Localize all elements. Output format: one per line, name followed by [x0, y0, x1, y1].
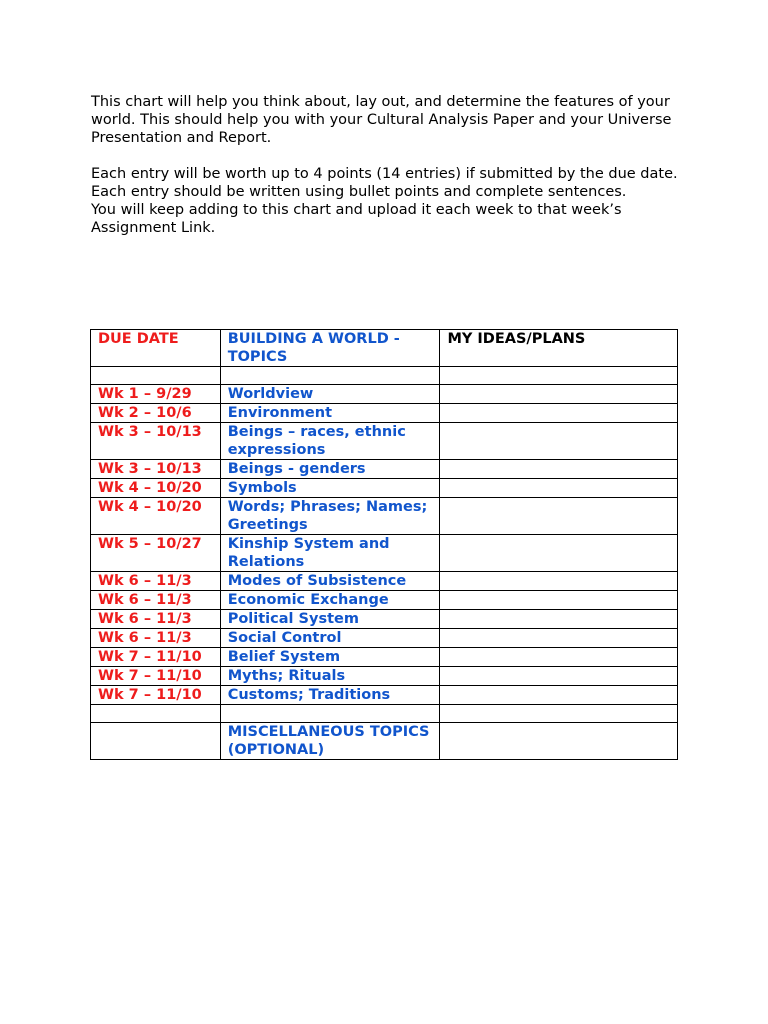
due-date-cell: Wk 6 – 11/3: [91, 629, 221, 648]
topic-cell: Words; Phrases; Names; Greetings: [220, 498, 440, 535]
blank-cell[interactable]: [440, 705, 678, 723]
topic-cell: Myths; Rituals: [220, 667, 440, 686]
table-row: [91, 686, 678, 705]
topic-cell: Kinship System and Relations: [220, 535, 440, 572]
intro-paragraph-2: Each entry will be worth up to 4 points (14 entries) if submitted by the due date.: [91, 166, 678, 182]
table-row: [91, 385, 678, 404]
ideas-cell[interactable]: [440, 648, 678, 667]
table-row: [91, 591, 678, 610]
table-row: [91, 610, 678, 629]
topic-cell: Customs; Traditions: [220, 686, 440, 705]
due-date-cell: Wk 3 – 10/13: [91, 460, 221, 479]
due-date-cell: Wk 5 – 10/27: [91, 535, 221, 572]
topic-cell: Beings – races, ethnic expressions: [220, 423, 440, 460]
intro-paragraph-4: You will keep adding to this chart and upload it each week to that week’s Assignment Link.: [91, 202, 622, 236]
ideas-cell[interactable]: [440, 498, 678, 535]
misc-topic-cell: MISCELLANEOUS TOPICS (OPTIONAL): [220, 723, 440, 760]
intro-spacer: [91, 147, 691, 165]
blank-cell: [91, 367, 221, 385]
ideas-cell[interactable]: [440, 572, 678, 591]
table-row: [91, 648, 678, 667]
table-row: [91, 404, 678, 423]
table-row: [91, 498, 678, 535]
topic-cell: Symbols: [220, 479, 440, 498]
ideas-cell[interactable]: [440, 404, 678, 423]
due-date-cell: Wk 6 – 11/3: [91, 591, 221, 610]
ideas-cell[interactable]: [440, 667, 678, 686]
header-topics: BUILDING A WORLD - TOPICS: [220, 330, 440, 367]
due-date-cell: Wk 2 – 10/6: [91, 404, 221, 423]
table-row: [91, 423, 678, 460]
blank-cell: [220, 705, 440, 723]
topic-cell: Social Control: [220, 629, 440, 648]
misc-date-cell: [91, 723, 221, 760]
header-due-date: DUE DATE: [91, 330, 221, 367]
blank-row: [91, 705, 678, 723]
due-date-cell: Wk 6 – 11/3: [91, 610, 221, 629]
due-date-cell: Wk 1 – 9/29: [91, 385, 221, 404]
ideas-cell[interactable]: [440, 423, 678, 460]
due-date-cell: Wk 7 – 11/10: [91, 648, 221, 667]
due-date-cell: Wk 6 – 11/3: [91, 572, 221, 591]
due-date-cell: Wk 7 – 11/10: [91, 667, 221, 686]
world-building-chart: [90, 329, 678, 760]
table-row: [91, 572, 678, 591]
blank-cell: [91, 705, 221, 723]
misc-row: [91, 723, 678, 760]
table-row: [91, 460, 678, 479]
header-row: [91, 330, 678, 367]
blank-row: [91, 367, 678, 385]
topic-cell: Belief System: [220, 648, 440, 667]
topic-cell: Beings - genders: [220, 460, 440, 479]
ideas-cell[interactable]: [440, 535, 678, 572]
table-row: [91, 629, 678, 648]
ideas-cell[interactable]: [440, 460, 678, 479]
topic-cell: Political System: [220, 610, 440, 629]
ideas-cell[interactable]: [440, 610, 678, 629]
intro-text: [91, 93, 691, 237]
intro-paragraph-3: Each entry should be written using bullet points and complete sentences.: [91, 184, 627, 200]
ideas-cell[interactable]: [440, 591, 678, 610]
topic-cell: Environment: [220, 404, 440, 423]
due-date-cell: Wk 7 – 11/10: [91, 686, 221, 705]
intro-paragraph-1: This chart will help you think about, lay out, and determine the features of your world. This should help you with your Cultural Analysis Paper and your Universe Presentation and Report.: [91, 94, 672, 146]
ideas-cell[interactable]: [440, 686, 678, 705]
table-row: [91, 479, 678, 498]
topic-cell: Modes of Subsistence: [220, 572, 440, 591]
ideas-cell[interactable]: [440, 385, 678, 404]
blank-cell: [220, 367, 440, 385]
due-date-cell: Wk 4 – 10/20: [91, 498, 221, 535]
topic-cell: Worldview: [220, 385, 440, 404]
table-row: [91, 535, 678, 572]
ideas-cell[interactable]: [440, 479, 678, 498]
header-ideas: MY IDEAS/PLANS: [440, 330, 678, 367]
blank-cell[interactable]: [440, 367, 678, 385]
due-date-cell: Wk 3 – 10/13: [91, 423, 221, 460]
misc-ideas-cell[interactable]: [440, 723, 678, 760]
due-date-cell: Wk 4 – 10/20: [91, 479, 221, 498]
table-row: [91, 667, 678, 686]
ideas-cell[interactable]: [440, 629, 678, 648]
topic-cell: Economic Exchange: [220, 591, 440, 610]
